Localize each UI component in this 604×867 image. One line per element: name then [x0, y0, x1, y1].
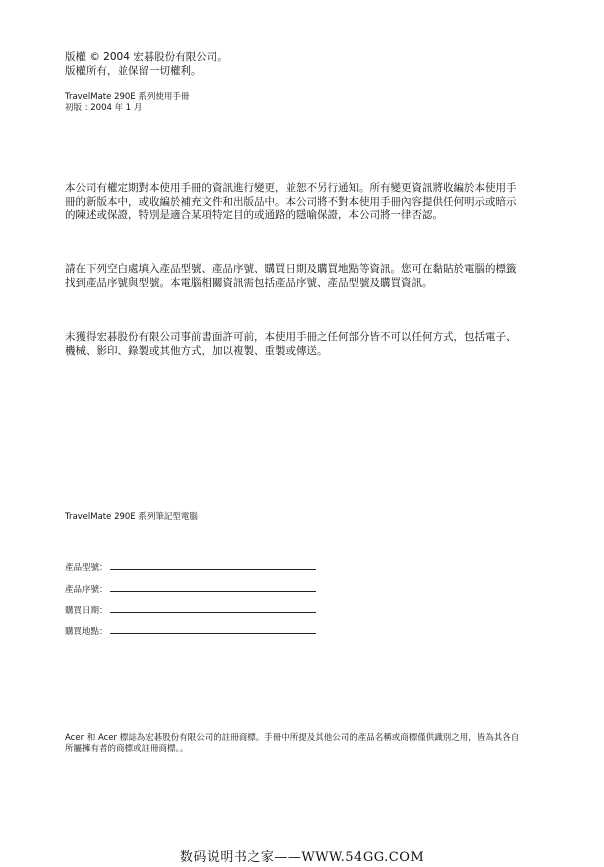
- purchase-date-field: [65, 603, 316, 615]
- paragraph-text: 未獲得宏碁股份有限公司事前書面許可前，本使用手冊之任何部分皆不可以任何方式，包括電子、機械、影印、錄製或其他方式，加以複製、重製或傳送。: [65, 331, 517, 357]
- manual-info-block: [65, 92, 525, 114]
- product-model-field: [65, 560, 316, 572]
- manual-title: TravelMate 290E 系列使用手冊: [65, 92, 190, 102]
- paragraph-text: 本公司有權定期對本使用手冊的資訊進行變更，並恕不另行通知。所有變更資訊將收編於本使用手冊的新版本中，或收編於補充文件和出版品中。本公司將不對本使用手冊內容提供任何明示或暗示的陳述或保證，特別是適合某項特定目的或通路的隱喻保證，本公司將一律否認。: [65, 182, 517, 221]
- serial-number-field: [65, 582, 316, 594]
- blank-line: [110, 560, 316, 570]
- paragraph-text: 請在下列空白處填入產品型號、產品序號、購買日期及購買地點等資訊。您可在黏貼於電腦的標籤找到產品序號與型號。本電腦相關資訊需包括產品序號、產品型號及購買資訊。: [65, 263, 517, 289]
- record-info-paragraph: [65, 263, 525, 290]
- rights-reserved-line: 版權所有，並保留一切權利。: [65, 64, 202, 77]
- reproduction-paragraph: [65, 331, 525, 358]
- field-label: 購買地點：: [65, 627, 108, 637]
- edition-line: 初版 : 2004 年 1 月: [65, 103, 143, 113]
- trademark-text: Acer 和 Acer 標誌為宏碁股份有限公司的註冊商標。手冊中所提及其他公司的產品名稱或商標僅供識別之用，皆為其各自所屬擁有者的商標或註冊商標。。: [65, 733, 520, 754]
- disclaimer-paragraph: [65, 182, 525, 223]
- purchase-place-field: [65, 624, 316, 636]
- blank-line: [110, 624, 316, 634]
- site-watermark: 数码说明书之家——WWW.54GG.COM: [179, 850, 425, 865]
- series-label: TravelMate 290E 系列筆記型電腦: [65, 512, 198, 522]
- trademark-block: [65, 733, 525, 755]
- series-label-block: [65, 512, 525, 523]
- field-label: 購買日期：: [65, 606, 108, 616]
- blank-line: [110, 603, 316, 613]
- copyright-line: 版權 © 2004 宏碁股份有限公司。: [65, 51, 228, 63]
- blank-line: [110, 582, 316, 592]
- field-label: 產品序號：: [65, 585, 108, 595]
- copyright-block: [65, 51, 525, 78]
- field-label: 產品型號：: [65, 563, 108, 573]
